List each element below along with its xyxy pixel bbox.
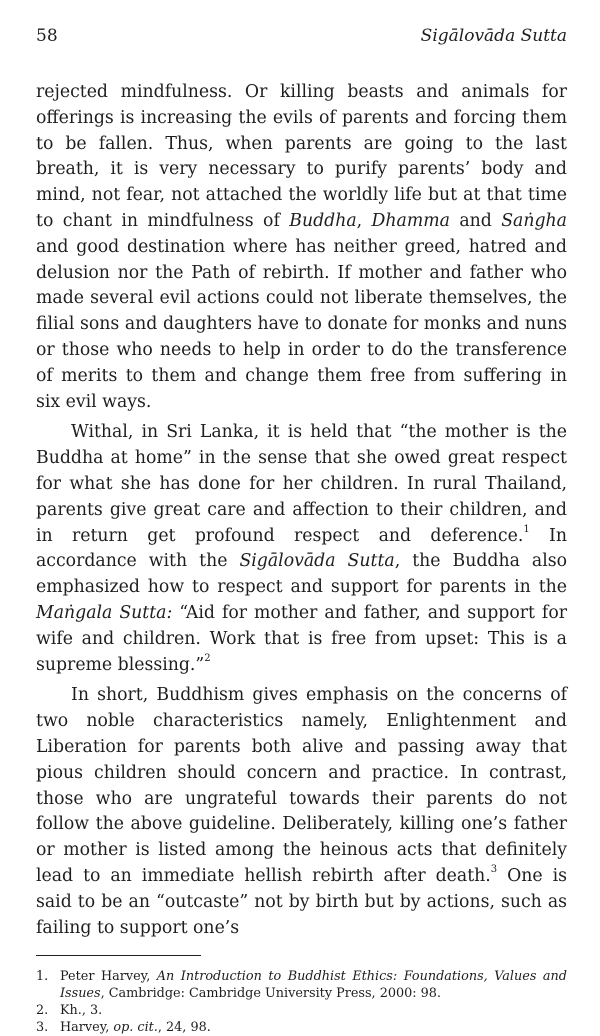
text-run: , bbox=[356, 210, 372, 231]
footnote-number: 1. bbox=[36, 969, 49, 985]
footnotes bbox=[36, 968, 567, 1036]
body-text bbox=[36, 80, 567, 941]
text-run: Withal, in Sri Lanka, it is held that “the mother is the Buddha at home” in the sense that she owed great respect for what she has done for her children. In rural Thailand, parents give great care and affection to their children, and in return get profound respect and deference. bbox=[36, 422, 567, 546]
page-header bbox=[36, 26, 567, 66]
body-paragraph bbox=[36, 683, 567, 941]
footnote-number: 2. bbox=[36, 1003, 49, 1019]
text-run: rejected mindfulness. Or killing beasts and animals for offerings is increasing the evils of parents and forcing them to be fallen. Thus, when parents are going to the last breath, it is very necessary to purify parents’ body and mind, not fear, not attached the worldly life but at that time to chant in mindfulness of bbox=[36, 82, 567, 231]
footnote-text bbox=[60, 1002, 567, 1019]
italic-term: op. cit. bbox=[113, 1020, 158, 1036]
footnote-text bbox=[60, 968, 567, 1002]
book-page bbox=[36, 26, 567, 1036]
text-run: and good destination where has neither greed, hatred and delusion nor the Path of rebirth. If mother and father who made several evil actions could not liberate themselves, the filial sons and daughters have to donate for monks and nuns or those who needs to help in order to do the transference of merits to them and change them free from suffering in six evil ways. bbox=[36, 236, 567, 412]
text-run: Peter Harvey, bbox=[60, 969, 157, 985]
text-run: , 24, 98. bbox=[157, 1020, 211, 1036]
italic-term: Maṅgala Sutta: bbox=[36, 602, 173, 623]
text-run: One is said to be an “outcaste” not by birth but by actions, such as failing to support one’s bbox=[36, 865, 567, 938]
text-run: , the Buddha also emphasized how to respect and support for parents in the bbox=[36, 551, 568, 598]
italic-term: An Introduction to Buddhist Ethics: Foundations, Values and Issues bbox=[60, 969, 567, 1002]
footnote-ref: 1 bbox=[523, 523, 530, 535]
italic-term: Saṅgha bbox=[501, 210, 567, 231]
footnote-number: 3. bbox=[36, 1020, 49, 1036]
italic-term: Dhamma bbox=[371, 210, 450, 231]
running-head: Sigālovāda Sutta bbox=[420, 26, 567, 46]
body-paragraph bbox=[36, 80, 567, 415]
footnote-separator bbox=[36, 955, 201, 956]
footnote-ref: 2 bbox=[204, 652, 211, 664]
text-run: and bbox=[449, 210, 502, 231]
italic-term: Buddha bbox=[289, 210, 357, 231]
footnote-text bbox=[60, 1019, 567, 1036]
text-run: Harvey, bbox=[60, 1020, 114, 1036]
page-number: 58 bbox=[36, 26, 58, 46]
body-paragraph bbox=[36, 420, 567, 678]
text-run: Kh., 3. bbox=[60, 1003, 103, 1019]
footnote bbox=[36, 1002, 567, 1019]
text-run: In short, Buddhism gives emphasis on the concerns of two noble characteristics namely, Enlightenment and Liberation for parents both alive and passing away that pious children should concern and practice. In contrast, those who are ungrateful towards their parents do not follow the above guideline. Deliberately, killing one’s father or mother is listed among the heinous acts that definitely lead to an immediate hellish rebirth after death. bbox=[36, 685, 567, 886]
footnote bbox=[36, 968, 567, 1002]
text-run: “Aid for mother and father, and support for wife and children. Work that is free from upset: This is a supreme blessing.” bbox=[36, 602, 567, 675]
italic-term: Sigālovāda Sutta bbox=[239, 551, 395, 572]
footnote-ref: 3 bbox=[490, 864, 498, 876]
footnote bbox=[36, 1019, 567, 1036]
text-run: In accordance with the bbox=[36, 525, 567, 572]
text-run: , Cambridge: Cambridge University Press, 2000: 98. bbox=[100, 986, 441, 1002]
